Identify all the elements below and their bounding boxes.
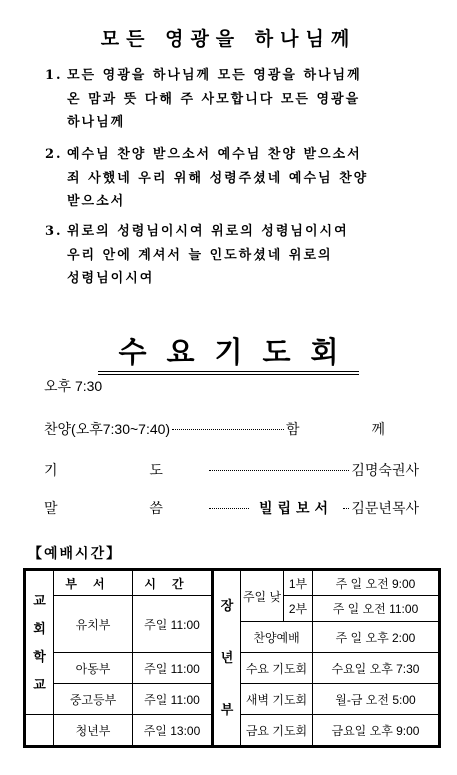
- time-wed: 수요일 오후 7:30: [313, 653, 440, 684]
- time-youth: 주일 11:00: [133, 684, 213, 715]
- sunday-label: 주일 낮: [241, 570, 284, 622]
- time-praise: 주 일 오후 2:00: [313, 622, 440, 653]
- meeting-time: 오후 7:30: [44, 378, 103, 394]
- dept-children: 아동부: [54, 653, 133, 684]
- verse-line: 우리 안에 계셔서 늘 인도하셨네 위로의: [67, 247, 333, 263]
- verse-line: 온 맘과 뜻 다해 주 사모합니다 모든 영광을: [67, 91, 361, 107]
- section-title: 【예배시간】: [28, 545, 123, 561]
- praise-service: 찬양예배: [241, 622, 313, 653]
- part-1: 1부: [284, 570, 313, 596]
- leader-dots: [172, 429, 284, 430]
- time-fri: 금요일 오후 9:00: [313, 715, 440, 747]
- header-dept: 부서: [54, 570, 133, 596]
- verse-line: 위로의 성령님이시여 위로의 성령님이시여: [67, 224, 349, 239]
- order-item: 말 씀: [44, 500, 207, 516]
- dept-young-adult: 청년부: [54, 715, 133, 747]
- verse-number: 2.: [45, 147, 63, 162]
- time-1: 주 일 오전 9:00: [313, 570, 440, 596]
- leader-dots: [209, 470, 349, 471]
- verse-1: [45, 64, 440, 135]
- dawn-prayer: 새벽 기도회: [241, 684, 313, 715]
- time-2: 주 일 오전 11:00: [313, 596, 440, 622]
- church-school-label-end: [25, 715, 54, 747]
- dept-youth: 중고등부: [54, 684, 133, 715]
- order-item: 기 도: [44, 462, 207, 478]
- order-person: 함 께: [286, 421, 419, 437]
- dept-kinder: 유치부: [54, 596, 133, 653]
- time-children: 주일 11:00: [133, 653, 213, 684]
- leader-dots: [209, 508, 249, 509]
- time-kinder: 주일 11:00: [133, 596, 213, 653]
- verse-line: 모든 영광을 하나님께 모든 영광을 하나님께: [67, 68, 362, 83]
- verse-3: [45, 220, 440, 291]
- part-2: 2부: [284, 596, 313, 622]
- verse-line: 죄 사했네 우리 위해 성령주셨네 예수님 찬양: [67, 170, 369, 186]
- meeting-title-text: 수요기도회: [98, 335, 358, 375]
- verse-number: 3.: [45, 224, 63, 239]
- verse-line: 성령님이시여: [67, 271, 155, 286]
- verse-line: 하나님께: [67, 115, 126, 130]
- hymn-title: 모든 영광을 하나님께: [100, 28, 357, 50]
- order-person: 김명숙권사: [351, 462, 419, 478]
- verse-number: 1.: [45, 68, 63, 83]
- time-young-adult: 주일 13:00: [133, 715, 213, 747]
- meeting-title: [0, 330, 457, 371]
- order-item: 찬양(오후7:30~7:40): [44, 421, 171, 437]
- fri-prayer: 금요 기도회: [241, 715, 313, 747]
- order-row-sermon: [44, 498, 419, 518]
- church-school-label: 교 회 학 교: [25, 570, 54, 715]
- header-time: 시간: [133, 570, 213, 596]
- order-person: 김문년목사: [351, 500, 419, 516]
- order-row-praise: [44, 419, 419, 439]
- adult-label: 장 년 부: [213, 570, 241, 747]
- schedule-table: [23, 568, 441, 748]
- time-dawn: 월-금 오전 5:00: [313, 684, 440, 715]
- order-row-prayer: [44, 460, 419, 480]
- verse-2: [45, 143, 440, 214]
- verse-line: 받으소서: [67, 194, 126, 209]
- order-passage: 빌립보서: [258, 500, 334, 516]
- verse-line: 예수님 찬양 받으소서 예수님 찬양 받으소서: [67, 147, 362, 162]
- leader-dots: [343, 508, 349, 509]
- wed-prayer: 수요 기도회: [241, 653, 313, 684]
